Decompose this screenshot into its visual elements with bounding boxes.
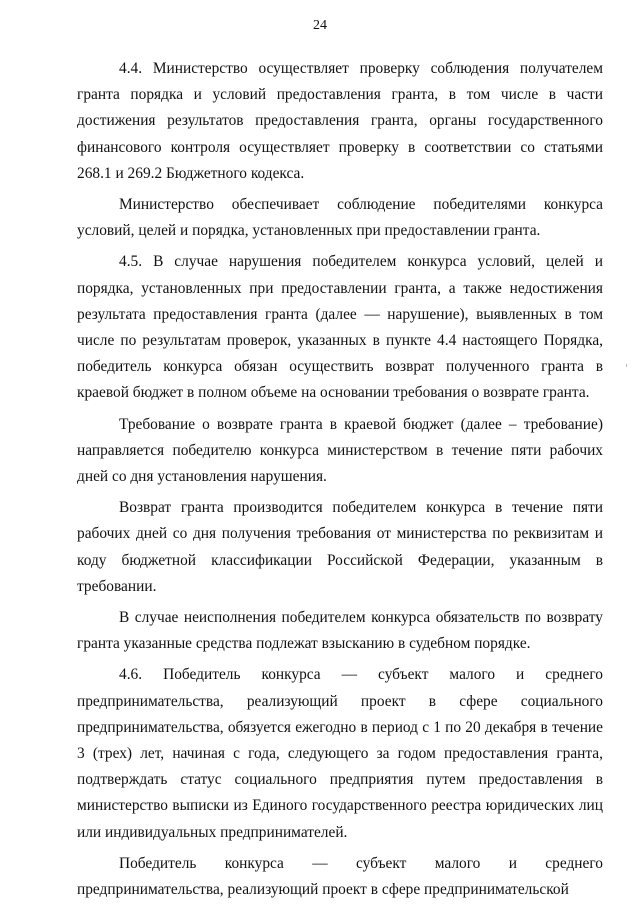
paragraph-non-fulfillment: В случае неисполнения победителем конкурса обязательств по возврату гранта указанные средства подлежат взысканию в судебном порядке. bbox=[77, 609, 603, 653]
paragraph-4-5: 4.5. В случае нарушения победителем конкурса условий, целей и порядка, установленных при предоставлении гранта, а также недостижения результата предоставления гранта (далее — нарушение), выявленных в том числе по результатам проверок, указанных в пункте 4.4 настоящего Порядка, победитель конкурса обязан осуществить возврат полученного гранта в краевой бюджет в полном объеме на основании требования о возврате гранта. bbox=[77, 253, 603, 402]
paragraph-4-6: 4.6. Победитель конкурса — субъект малого и среднего предпринимательства, реализующий проект в сфере социального предпринимательства, обязуется ежегодно в период с 1 по 20 декабря в течение 3 (трех) лет, начиная с года, следующего за годом предоставления гранта, подтверждать статус социального предприятия путем предоставления в министерство выписки из Единого государственного реестра юридических лиц или индивидуальных предпринимателей. bbox=[77, 666, 603, 841]
margin-mark bbox=[626, 364, 627, 367]
paragraph-return-demand: Требование о возврате гранта в краевой бюджет (далее – требование) направляется победителю конкурса министерством в течение пяти рабочих дней со дня установления нарушения. bbox=[77, 415, 603, 486]
paragraph-ministry-ensures: Министерство обеспечивает соблюдение победителями конкурса условий, целей и порядка, установленных при предоставлении гранта. bbox=[77, 196, 603, 240]
document-body bbox=[77, 56, 603, 903]
page-number: 24 bbox=[313, 18, 327, 33]
paragraph-grant-return: Возврат гранта производится победителем конкурса в течение пяти рабочих дней со дня получения требования от министерства по реквизитам и коду бюджетной классификации Российской Федерации, указанным в требовании. bbox=[77, 499, 603, 595]
paragraph-winner-entrepreneurship: Победитель конкурса — субъект малого и среднего предпринимательства, реализующий проект в сфере предпринимательской bbox=[77, 854, 603, 899]
paragraph-4-4: 4.4. Министерство осуществляет проверку соблюдения получателем гранта порядка и условий предоставления гранта, в том числе в части достижения результатов предоставления гранта, органы государственного финансового контроля осуществляет проверку в соответствии со статьями 268.1 и 269.2 Бюджетного кодекса. bbox=[77, 60, 603, 182]
